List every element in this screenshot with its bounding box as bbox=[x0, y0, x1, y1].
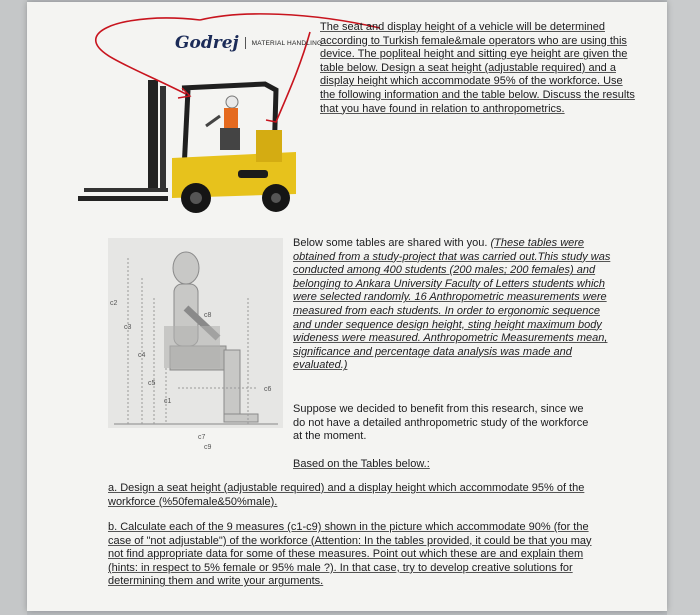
label-c6: c6 bbox=[264, 386, 272, 393]
question-b: b. Calculate each of the 9 measures (c1-c9) shown in the picture which accommodate 90% (for the case of "not adjustable") of the workforce (Attention: In the tables provided, it could be that you may not find appropriate data for some of these measures. Point out which these are and explain them (hints: in respect to 5% female or 95% male ?). In that case, try to develop creative solutions for determining them and write your arguments. bbox=[108, 521, 592, 588]
logo-brand: Godrej bbox=[175, 33, 239, 53]
study-details: (These tables were obtained from a study-project that was carried out.This study was conducted among 400 students (200 males; 200 females) and belonging to Ankara University Faculty of Letters students which were selected randomly. 16 Anthropometric measurements were measured from each students. In order to ergonomic sequence and under sequence design height, sting height maximum body wideness were measured. Anthropometric Measurements mean, significance and percentage data analysis was made and evaluated.) bbox=[293, 237, 611, 372]
label-c8: c8 bbox=[204, 312, 212, 319]
label-c1: c1 bbox=[164, 398, 172, 405]
question-a: a. Design a seat height (adjustable required) and a display height which accommodate 95% of the workforce (%50female&50%male). bbox=[108, 482, 585, 508]
label-c3: c3 bbox=[124, 324, 132, 331]
background-right bbox=[667, 0, 700, 615]
logo-separator bbox=[245, 37, 246, 49]
label-c2: c2 bbox=[110, 300, 118, 307]
label-c7: c7 bbox=[198, 434, 206, 441]
label-c4: c4 bbox=[138, 352, 146, 359]
brand-logo bbox=[175, 33, 322, 53]
based-on-tables: Based on the Tables below.: bbox=[293, 458, 430, 470]
seated-figure bbox=[108, 238, 283, 428]
label-c5: c5 bbox=[148, 380, 156, 387]
study-paragraph bbox=[293, 237, 615, 373]
label-c9: c9 bbox=[204, 444, 212, 451]
suppose-paragraph: Suppose we decided to benefit from this research, since we do not have a detailed anthropometric study of the workforce at the moment. bbox=[293, 403, 589, 443]
study-lead: Below some tables are shared with you. bbox=[293, 237, 488, 249]
logo-tagline: MATERIAL HANDLING bbox=[251, 39, 323, 47]
background-left bbox=[0, 0, 27, 615]
anthropometric-diagram bbox=[108, 238, 283, 451]
intro-paragraph: The seat and display height of a vehicle will be determined according to Turkish female&male operators who are using this device. The popliteal height and sitting eye height are given the table below. Design a seat height (adjustable required) and a display height which accommodate 95% of the workforce. Use the following information and the table below. Discuss the results that you have found in relation to anthropometrics. bbox=[320, 21, 635, 115]
